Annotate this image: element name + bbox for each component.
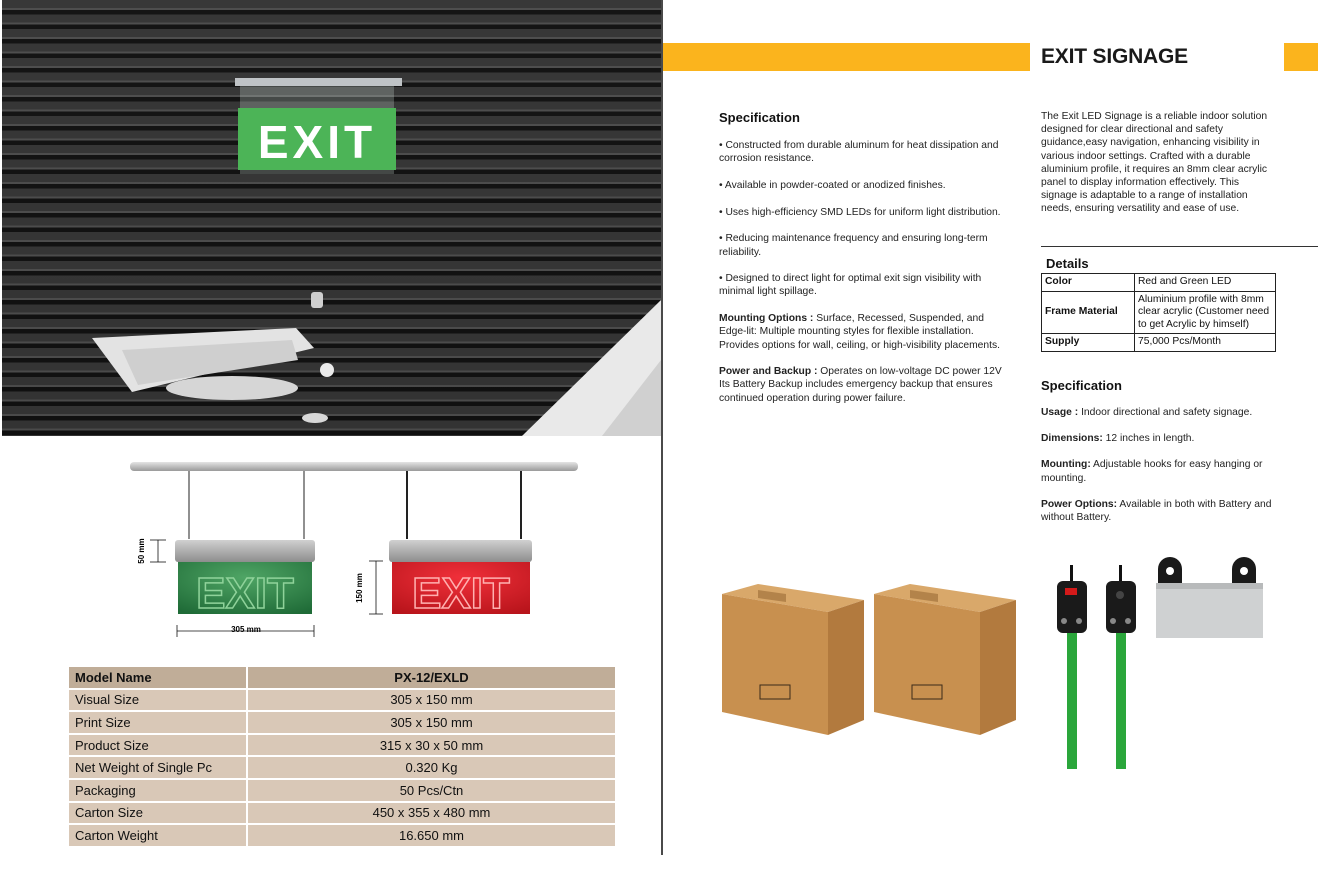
detail-key: Supply: [1042, 334, 1135, 352]
dimension-diagram-svg: [120, 455, 590, 655]
detail-key: Frame Material: [1042, 291, 1135, 334]
table-row: [1042, 274, 1276, 292]
power-backup-text: Operates on low-voltage DC power 12V Its Battery Backup includes emergency backup that ensures continued operation during power failure.: [719, 366, 1002, 404]
spec-value: PX-12/EXLD: [248, 667, 615, 690]
spec-bullet: • Designed to direct light for optimal exit sign visibility with minimal light spillage.: [719, 273, 982, 298]
red-exit-text: EXIT: [412, 569, 510, 618]
table-row: [1042, 334, 1276, 352]
panel-dim-label: 150 mm: [355, 573, 364, 603]
page-divider: [661, 0, 663, 855]
spec-key: Visual Size: [69, 690, 248, 713]
spec-key: Print Size: [69, 712, 248, 735]
width-dim-label: 305 mm: [231, 625, 261, 634]
spec-item-text: Available in both with Battery and without Battery.: [1041, 498, 1272, 524]
spec-item-text: 12 inches in length.: [1102, 433, 1195, 445]
spec-key: Model Name: [69, 667, 248, 690]
specification-heading: Specification: [719, 110, 800, 125]
table-row: [69, 757, 615, 780]
intro-paragraph: The Exit LED Signage is a reliable indoor solution designed for clear directional and safety guidance,easy navigation, enhancing visibility in various indoor settings. Crafted with a durable aluminium profile, it requires an 8mm clear acrylic panel to display information effectively. This signage is adaptable to a range of installation needs, ensuring versatility and ease of use.: [1041, 111, 1268, 215]
details-heading: Details: [1046, 256, 1089, 271]
table-row: [69, 667, 615, 690]
mounting-options-label: Mounting Options :: [719, 313, 814, 325]
ceiling-photo-image: [2, 0, 661, 436]
specification-column: [719, 110, 1009, 418]
spec-item-label: Usage :: [1041, 407, 1079, 418]
hanging-hook: [1057, 565, 1087, 769]
spec-bullet: • Reducing maintenance frequency and ensuring long-term reliability.: [719, 233, 988, 258]
spec-item-text: Adjustable hooks for easy hanging or mounting.: [1041, 459, 1263, 484]
spec-item-label: Mounting:: [1041, 459, 1091, 471]
sign-housing: [235, 78, 402, 86]
table-row: [69, 690, 615, 713]
spec-value: 450 x 355 x 480 mm: [248, 803, 615, 826]
specification-secondary: [1041, 378, 1281, 537]
height-dim-label: 50 mm: [137, 538, 146, 564]
carton-boxes-svg: [718, 580, 1018, 745]
spec-value: 16.650 mm: [248, 825, 615, 848]
carton-box: [722, 584, 864, 735]
spec-item-text: Indoor directional and safety signage.: [1078, 407, 1253, 418]
spec-value: 305 x 150 mm: [248, 712, 615, 735]
table-row: [69, 735, 615, 758]
spec-bullet: • Uses high-efficiency SMD LEDs for uniform light distribution.: [719, 206, 1001, 218]
green-exit-text: EXIT: [196, 569, 294, 618]
page-title: EXIT SIGNAGE: [1041, 45, 1188, 68]
carton-box: [874, 584, 1016, 735]
spec-bullet: • Constructed from durable aluminum for heat dissipation and corrosion resistance.: [719, 140, 999, 165]
detail-key: Color: [1042, 274, 1135, 292]
table-row: [69, 712, 615, 735]
dimension-diagram: [120, 455, 590, 655]
spec-bullet: • Available in powder-coated or anodized finishes.: [719, 179, 946, 191]
photo-exit-text: EXIT: [257, 116, 377, 168]
section-rule: [1041, 246, 1318, 247]
specification-secondary-heading: Specification: [1041, 378, 1122, 393]
spec-value: 50 Pcs/Ctn: [248, 780, 615, 803]
spec-key: Product Size: [69, 735, 248, 758]
product-spec-table: [69, 667, 615, 848]
spec-key: Net Weight of Single Pc: [69, 757, 248, 780]
power-backup-label: Power and Backup :: [719, 366, 818, 378]
detail-value: Aluminium profile with 8mm clear acrylic (Customer need to get Acrylic by himself): [1135, 291, 1276, 334]
left-page: [0, 0, 662, 855]
detail-value: Red and Green LED: [1135, 274, 1276, 292]
spec-value: 305 x 150 mm: [248, 690, 615, 713]
red-sign-cap: [389, 540, 532, 562]
ceiling-rail: [130, 462, 578, 471]
spec-item: [1041, 458, 1281, 484]
accessories-image: [1050, 555, 1270, 775]
accent-bar-right: [1284, 43, 1318, 71]
spec-item-label: Dimensions:: [1041, 433, 1103, 445]
mounting-options-text: Surface, Recessed, Suspended, and Edge-lit: Multiple mounting styles for flexible installation. Provides options for wall, ceiling, or high-visibility placements.: [719, 313, 1000, 351]
aluminium-profile: [1156, 557, 1263, 638]
accent-bar-left: [663, 43, 1030, 71]
spec-key: Packaging: [69, 780, 248, 803]
hanging-hook: [1106, 565, 1136, 769]
intro-column: [1041, 110, 1271, 216]
mounting-options-paragraph: [719, 312, 1009, 352]
spec-item: [1041, 406, 1281, 419]
detail-value: 75,000 Pcs/Month: [1135, 334, 1276, 352]
table-row: [69, 825, 615, 848]
carton-boxes-image: [718, 580, 1018, 745]
spec-value: 0.320 Kg: [248, 757, 615, 780]
table-row: [69, 803, 615, 826]
spec-item: [1041, 498, 1281, 524]
spec-key: Carton Size: [69, 803, 248, 826]
spec-key: Carton Weight: [69, 825, 248, 848]
table-row: [1042, 291, 1276, 334]
accessories-svg: [1050, 555, 1270, 775]
green-sign-cap: [175, 540, 315, 562]
spec-value: 315 x 30 x 50 mm: [248, 735, 615, 758]
details-table: [1041, 273, 1276, 352]
spec-item: [1041, 432, 1281, 445]
power-backup-paragraph: [719, 365, 1009, 405]
spec-item-label: Power Options:: [1041, 498, 1118, 510]
table-row: [69, 780, 615, 803]
ceiling-photo: [2, 0, 661, 436]
